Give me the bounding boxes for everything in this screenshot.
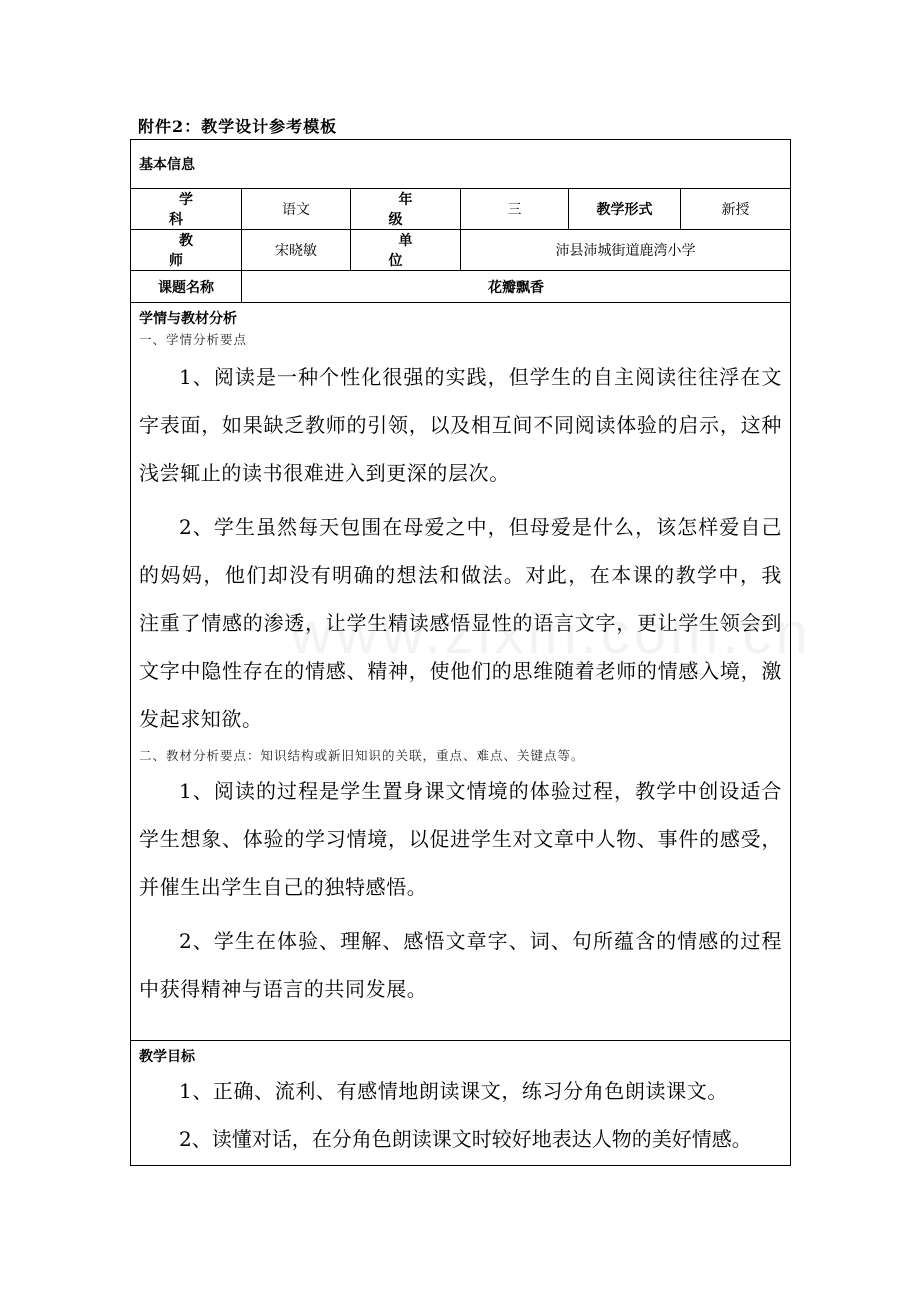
topic-row [131, 271, 791, 303]
analysis-row [131, 303, 791, 1041]
subject-value: 语文 [242, 189, 351, 230]
topic-label: 课题名称 [131, 271, 242, 303]
student-analysis-heading: 一、学情分析要点 [139, 332, 248, 347]
teaching-form-label: 教学形式 [569, 189, 681, 230]
teacher-label: 教 师 [131, 230, 242, 271]
objective-item-1: 1、正确、流利、有感情地朗读课文，练习分角色朗读课文。 [179, 1079, 728, 1103]
analysis-heading: 学情与教材分析 [139, 311, 237, 327]
objective-item-2: 2、读懂对话，在分角色朗读课文时较好地表达人物的美好情感。 [179, 1127, 752, 1151]
teacher-value: 宋晓敏 [242, 230, 351, 271]
objectives-cell [131, 1041, 791, 1166]
objectives-row [131, 1041, 791, 1166]
analysis-cell [131, 303, 791, 1041]
unit-value: 沛县沛城街道鹿湾小学 [461, 230, 791, 271]
teacher-row [131, 230, 791, 271]
material-paragraph-2: 2、学生在体验、理解、感悟文章字、词、句所蕴含的情感的过程中获得精神与语言的共同发展。 [139, 929, 783, 1001]
subject-row [131, 189, 791, 230]
teaching-form-value: 新授 [681, 189, 791, 230]
basic-info-heading: 基本信息 [131, 140, 791, 189]
subject-label: 学 科 [131, 189, 242, 230]
material-analysis-heading: 二、教材分析要点：知识结构或新旧知识的关联，重点、难点、关键点等。 [139, 748, 585, 763]
basic-info-heading-row [131, 140, 791, 189]
objectives-heading: 教学目标 [139, 1049, 195, 1065]
unit-label: 单 位 [351, 230, 461, 271]
page-title: 附件2：教学设计参考模板 [138, 117, 338, 136]
student-paragraph-1: 1、阅读是一种个性化很强的实践，但学生的自主阅读往往浮在文字表面，如果缺乏教师的引领，以及相互间不同阅读体验的启示，这种浅尝辄止的读书很难进入到更深的层次。 [139, 365, 783, 485]
grade-value: 三 [461, 189, 569, 230]
student-paragraph-2: 2、学生虽然每天包围在母爱之中，但母爱是什么，该怎样爱自己的妈妈，他们却没有明确的想法和做法。对此，在本课的教学中，我 注重了情感的渗透，让学生精读感悟显性的语言文字，更让学生领会到文字中隐性存在的情感、精神，使他们的思维随着老师的情感入境，激发起求知欲。 [139, 515, 783, 731]
grade-label: 年 级 [351, 189, 461, 230]
lesson-plan-table [130, 139, 791, 1166]
material-paragraph-1: 1、阅读的过程是学生置身课文情境的体验过程，教学中创设适合学生想象、体验的学习情境，以促进学生对文章中人物、事件的感受，并催生出学生自己的独特感悟。 [139, 779, 783, 899]
topic-value: 花瓣飘香 [242, 271, 791, 303]
